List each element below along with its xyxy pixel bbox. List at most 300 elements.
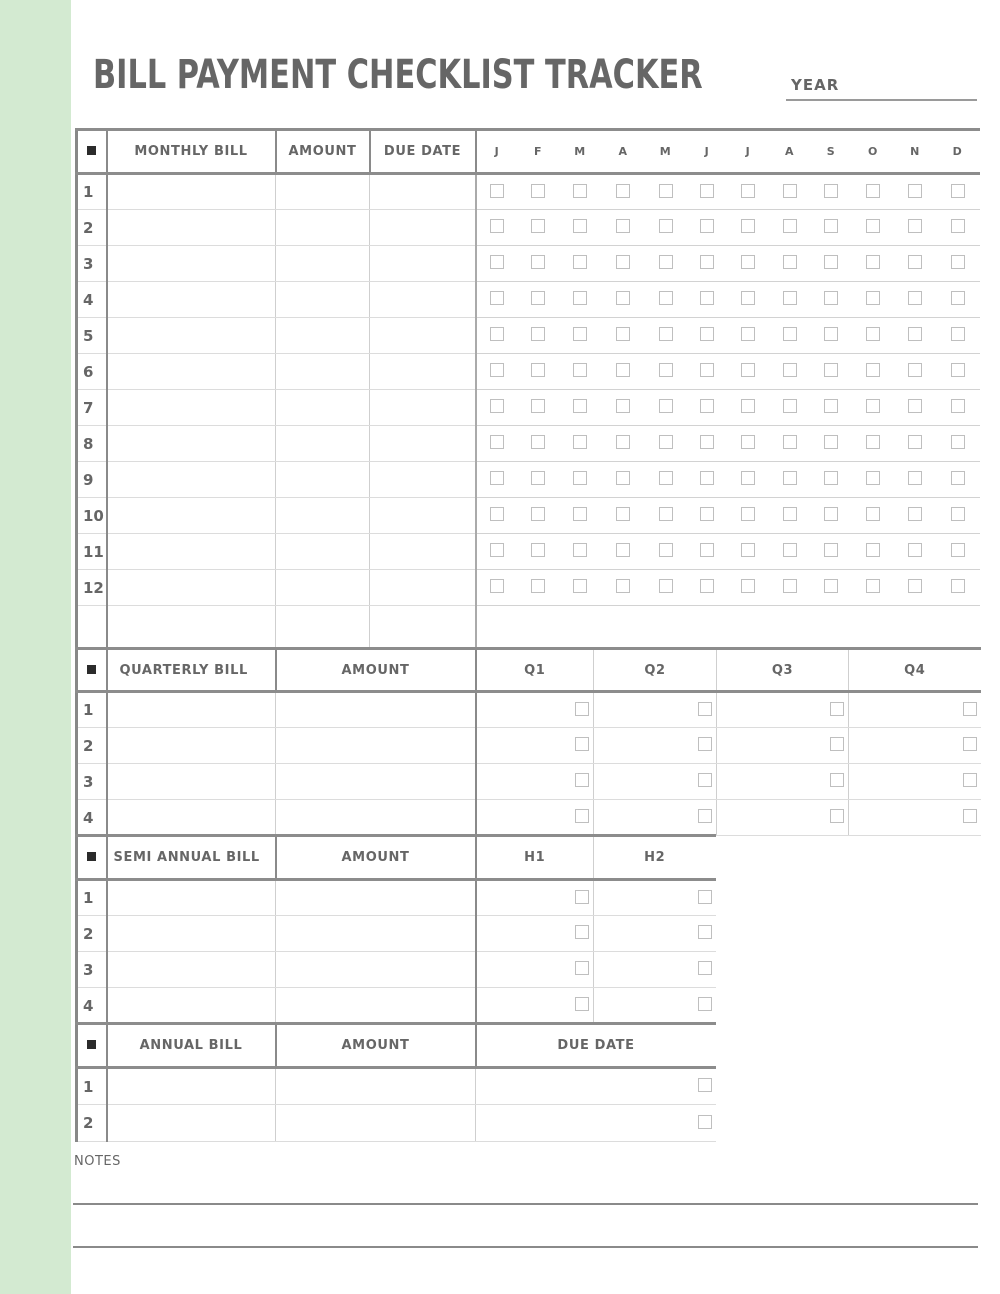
- checkbox[interactable]: [908, 184, 922, 198]
- due-date-cell[interactable]: [370, 462, 476, 498]
- checkbox[interactable]: [783, 291, 797, 305]
- checkbox[interactable]: [573, 327, 587, 341]
- due-date-cell[interactable]: [476, 1068, 716, 1105]
- amount-cell[interactable]: [276, 570, 370, 606]
- checkbox[interactable]: [575, 997, 589, 1011]
- month-check-cell: [559, 282, 602, 318]
- month-check-cell: [476, 462, 518, 498]
- due-date-cell[interactable]: [370, 570, 476, 606]
- month-check-cell: [476, 570, 518, 606]
- square-bullet-icon: [87, 852, 96, 861]
- month-check-cell: [769, 390, 811, 426]
- checkbox[interactable]: [824, 219, 838, 233]
- checkbox[interactable]: [531, 291, 545, 305]
- due-date-cell[interactable]: [370, 498, 476, 534]
- checkbox[interactable]: [616, 291, 630, 305]
- month-check-cell: [518, 534, 559, 570]
- checkbox[interactable]: [490, 291, 504, 305]
- checkbox[interactable]: [490, 471, 504, 485]
- amount-cell[interactable]: [276, 498, 370, 534]
- header-q4: Q4: [849, 649, 981, 692]
- checkbox[interactable]: [490, 435, 504, 449]
- due-date-cell[interactable]: [370, 354, 476, 390]
- due-date-cell[interactable]: [370, 318, 476, 354]
- monthly-bill-cell[interactable]: [107, 534, 276, 570]
- checkbox[interactable]: [573, 579, 587, 593]
- checkbox[interactable]: [783, 184, 797, 198]
- checkbox[interactable]: [700, 543, 714, 557]
- checkbox[interactable]: [575, 961, 589, 975]
- month-check-cell: [559, 246, 602, 282]
- month-check-cell: [602, 390, 645, 426]
- amount-cell[interactable]: [276, 390, 370, 426]
- checkbox[interactable]: [951, 435, 965, 449]
- month-check-cell: [687, 354, 728, 390]
- checkbox[interactable]: [531, 255, 545, 269]
- checkbox[interactable]: [741, 219, 755, 233]
- header-marker: [77, 130, 107, 174]
- checkbox[interactable]: [783, 579, 797, 593]
- checkbox[interactable]: [659, 435, 673, 449]
- checkbox[interactable]: [700, 291, 714, 305]
- checkbox[interactable]: [616, 363, 630, 377]
- checkbox[interactable]: [908, 543, 922, 557]
- checkbox[interactable]: [824, 543, 838, 557]
- bill-name-cell[interactable]: [107, 916, 276, 952]
- bill-name-cell[interactable]: [107, 800, 276, 836]
- month-check-cell: [687, 570, 728, 606]
- amount-cell[interactable]: [276, 1105, 476, 1142]
- checkbox[interactable]: [741, 363, 755, 377]
- checkbox[interactable]: [866, 543, 880, 557]
- checkbox[interactable]: [783, 435, 797, 449]
- checkbox[interactable]: [824, 435, 838, 449]
- due-date-cell[interactable]: [370, 390, 476, 426]
- checkbox[interactable]: [866, 435, 880, 449]
- bill-name-cell[interactable]: [107, 764, 276, 800]
- checkbox[interactable]: [824, 363, 838, 377]
- month-check-cell: [602, 354, 645, 390]
- checkbox[interactable]: [783, 363, 797, 377]
- checkbox[interactable]: [741, 435, 755, 449]
- checkbox[interactable]: [531, 507, 545, 521]
- bill-name-cell[interactable]: [107, 880, 276, 916]
- checkbox[interactable]: [866, 579, 880, 593]
- checkbox[interactable]: [531, 579, 545, 593]
- checkbox[interactable]: [700, 219, 714, 233]
- checkbox[interactable]: [783, 327, 797, 341]
- checkbox[interactable]: [531, 543, 545, 557]
- checkbox[interactable]: [698, 997, 712, 1011]
- year-input-line[interactable]: [786, 99, 977, 101]
- checkbox[interactable]: [951, 579, 965, 593]
- checkbox[interactable]: [490, 255, 504, 269]
- amount-cell[interactable]: [276, 764, 476, 800]
- table-row: [77, 354, 980, 390]
- month-check-cell: [769, 210, 811, 246]
- checkbox[interactable]: [575, 809, 589, 823]
- checkbox[interactable]: [575, 925, 589, 939]
- annual-bill-cell[interactable]: [107, 1105, 276, 1142]
- checkbox[interactable]: [866, 219, 880, 233]
- checkbox[interactable]: [783, 255, 797, 269]
- monthly-bill-cell[interactable]: [107, 318, 276, 354]
- due-date-cell[interactable]: [370, 210, 476, 246]
- checkbox[interactable]: [741, 543, 755, 557]
- checkbox[interactable]: [908, 327, 922, 341]
- checkbox[interactable]: [951, 507, 965, 521]
- checkbox[interactable]: [824, 184, 838, 198]
- due-date-cell[interactable]: [370, 534, 476, 570]
- checkbox[interactable]: [698, 890, 712, 904]
- checkbox[interactable]: [573, 471, 587, 485]
- checkbox[interactable]: [659, 255, 673, 269]
- amount-cell[interactable]: [276, 246, 370, 282]
- monthly-bill-cell[interactable]: [107, 426, 276, 462]
- checkbox[interactable]: [866, 399, 880, 413]
- monthly-bill-cell[interactable]: [107, 354, 276, 390]
- checkbox[interactable]: [698, 1115, 712, 1129]
- checkbox[interactable]: [531, 327, 545, 341]
- checkbox[interactable]: [616, 327, 630, 341]
- month-check-cell: [895, 498, 936, 534]
- checkbox[interactable]: [783, 471, 797, 485]
- checkbox[interactable]: [659, 543, 673, 557]
- checkbox[interactable]: [700, 184, 714, 198]
- checkbox[interactable]: [908, 363, 922, 377]
- checkbox[interactable]: [616, 471, 630, 485]
- checkbox[interactable]: [531, 184, 545, 198]
- monthly-bill-cell[interactable]: [107, 570, 276, 606]
- month-check-cell: [852, 498, 895, 534]
- month-check-cell: [811, 462, 852, 498]
- checkbox[interactable]: [616, 184, 630, 198]
- checkbox[interactable]: [963, 809, 977, 823]
- due-date-cell[interactable]: [370, 606, 476, 649]
- checkbox[interactable]: [908, 507, 922, 521]
- checkbox[interactable]: [866, 327, 880, 341]
- amount-cell[interactable]: [276, 880, 476, 916]
- bill-name-cell[interactable]: [107, 692, 276, 728]
- checkbox[interactable]: [951, 219, 965, 233]
- due-date-cell[interactable]: [370, 282, 476, 318]
- checkbox[interactable]: [700, 327, 714, 341]
- checkbox[interactable]: [573, 399, 587, 413]
- month-check-cell: [728, 210, 769, 246]
- checkbox[interactable]: [700, 471, 714, 485]
- month-check-cell: [687, 246, 728, 282]
- checkbox[interactable]: [951, 399, 965, 413]
- table-row: [77, 1105, 716, 1142]
- checkbox[interactable]: [783, 507, 797, 521]
- amount-cell[interactable]: [276, 426, 370, 462]
- checkbox[interactable]: [830, 773, 844, 787]
- month-check-cell: [645, 282, 687, 318]
- period-check-cell: [476, 764, 594, 800]
- checkbox[interactable]: [700, 435, 714, 449]
- square-bullet-icon: [87, 1040, 96, 1049]
- amount-cell[interactable]: [276, 210, 370, 246]
- monthly-bill-cell[interactable]: [107, 498, 276, 534]
- checkbox[interactable]: [741, 579, 755, 593]
- checkbox[interactable]: [575, 737, 589, 751]
- amount-cell[interactable]: [276, 800, 476, 836]
- monthly-bill-table: [75, 128, 980, 649]
- amount-cell[interactable]: [276, 534, 370, 570]
- checkbox[interactable]: [741, 507, 755, 521]
- checkbox[interactable]: [866, 507, 880, 521]
- month-check-cell: [476, 174, 518, 210]
- amount-cell[interactable]: [276, 952, 476, 988]
- checkbox[interactable]: [531, 435, 545, 449]
- period-check-cell: [717, 764, 849, 800]
- checkbox[interactable]: [700, 579, 714, 593]
- amount-cell[interactable]: [276, 318, 370, 354]
- checkbox[interactable]: [573, 184, 587, 198]
- checkbox[interactable]: [531, 471, 545, 485]
- month-check-cell: [645, 318, 687, 354]
- month-check-cell: [476, 534, 518, 570]
- checkbox[interactable]: [741, 471, 755, 485]
- month-check-cell: [811, 354, 852, 390]
- checkbox[interactable]: [700, 399, 714, 413]
- monthly-bill-cell[interactable]: [107, 282, 276, 318]
- checkbox[interactable]: [490, 327, 504, 341]
- checkbox[interactable]: [698, 737, 712, 751]
- monthly-bill-cell[interactable]: [107, 390, 276, 426]
- checkbox[interactable]: [824, 255, 838, 269]
- checkbox[interactable]: [908, 219, 922, 233]
- amount-cell[interactable]: [276, 1068, 476, 1105]
- amount-cell[interactable]: [276, 462, 370, 498]
- month-check-cell: [602, 318, 645, 354]
- month-check-cell: [518, 426, 559, 462]
- square-bullet-icon: [87, 665, 96, 674]
- page-title: BILL PAYMENT CHECKLIST TRACKER: [93, 52, 703, 98]
- checkbox[interactable]: [698, 961, 712, 975]
- checkbox[interactable]: [659, 327, 673, 341]
- checkbox[interactable]: [830, 809, 844, 823]
- checkbox[interactable]: [573, 363, 587, 377]
- checkbox[interactable]: [531, 219, 545, 233]
- checkbox[interactable]: [531, 363, 545, 377]
- checkbox[interactable]: [659, 184, 673, 198]
- checkbox[interactable]: [741, 255, 755, 269]
- checkbox[interactable]: [824, 471, 838, 485]
- checkbox[interactable]: [783, 399, 797, 413]
- month-check-cell: [728, 498, 769, 534]
- checkbox[interactable]: [963, 737, 977, 751]
- checkbox[interactable]: [531, 399, 545, 413]
- checkbox[interactable]: [824, 399, 838, 413]
- checkbox[interactable]: [616, 543, 630, 557]
- checkbox[interactable]: [866, 363, 880, 377]
- amount-cell[interactable]: [276, 692, 476, 728]
- checkbox[interactable]: [741, 291, 755, 305]
- checkbox[interactable]: [908, 255, 922, 269]
- due-date-cell[interactable]: [370, 174, 476, 210]
- row-number: 6: [77, 354, 107, 390]
- notes-line[interactable]: [73, 1246, 978, 1248]
- month-check-cell: [687, 426, 728, 462]
- checkbox[interactable]: [573, 219, 587, 233]
- checkbox[interactable]: [866, 471, 880, 485]
- checkbox[interactable]: [908, 435, 922, 449]
- checkbox[interactable]: [575, 773, 589, 787]
- header-semi-annual-bill: SEMI ANNUAL BILL: [107, 836, 276, 880]
- bill-name-cell[interactable]: [107, 988, 276, 1024]
- month-check-cell: [811, 570, 852, 606]
- month-check-cell: [895, 282, 936, 318]
- checkbox[interactable]: [659, 363, 673, 377]
- header-amount: AMOUNT: [276, 1024, 476, 1068]
- checkbox[interactable]: [824, 507, 838, 521]
- semi-annual-bill-table: [75, 834, 716, 1024]
- checkbox[interactable]: [783, 219, 797, 233]
- row-number: 7: [77, 390, 107, 426]
- checkbox[interactable]: [490, 507, 504, 521]
- checkbox[interactable]: [490, 579, 504, 593]
- amount-cell[interactable]: [276, 282, 370, 318]
- amount-cell[interactable]: [276, 606, 370, 649]
- header-amount: AMOUNT: [276, 130, 370, 174]
- month-check-cell: [518, 570, 559, 606]
- due-date-cell[interactable]: [370, 246, 476, 282]
- month-check-cell: [518, 462, 559, 498]
- checkbox[interactable]: [698, 702, 712, 716]
- month-check-cell: [559, 354, 602, 390]
- checkbox[interactable]: [908, 471, 922, 485]
- checkbox[interactable]: [616, 255, 630, 269]
- month-check-cell: [936, 282, 980, 318]
- bill-name-cell[interactable]: [107, 728, 276, 764]
- checkbox[interactable]: [616, 579, 630, 593]
- checkbox[interactable]: [490, 399, 504, 413]
- checkbox[interactable]: [573, 291, 587, 305]
- checkbox[interactable]: [741, 399, 755, 413]
- checkbox[interactable]: [951, 327, 965, 341]
- checkbox[interactable]: [963, 702, 977, 716]
- checkbox[interactable]: [951, 255, 965, 269]
- monthly-bill-cell[interactable]: [107, 210, 276, 246]
- checkbox[interactable]: [573, 543, 587, 557]
- month-check-cell: [728, 174, 769, 210]
- checkbox[interactable]: [616, 507, 630, 521]
- month-check-cell: [728, 282, 769, 318]
- month-header: J: [728, 130, 769, 174]
- checkbox[interactable]: [783, 543, 797, 557]
- checkbox[interactable]: [866, 184, 880, 198]
- checkbox[interactable]: [741, 184, 755, 198]
- monthly-bill-cell[interactable]: [107, 246, 276, 282]
- checkbox[interactable]: [866, 255, 880, 269]
- annual-bill-cell[interactable]: [107, 1068, 276, 1105]
- month-check-cell: [687, 534, 728, 570]
- checkbox[interactable]: [659, 507, 673, 521]
- checkbox[interactable]: [575, 702, 589, 716]
- checkbox[interactable]: [573, 255, 587, 269]
- checkbox[interactable]: [963, 773, 977, 787]
- month-check-cell: [476, 282, 518, 318]
- checkbox[interactable]: [490, 184, 504, 198]
- checkbox[interactable]: [700, 255, 714, 269]
- month-check-cell: [476, 390, 518, 426]
- monthly-bill-cell[interactable]: [107, 462, 276, 498]
- amount-cell[interactable]: [276, 174, 370, 210]
- bill-name-cell[interactable]: [107, 952, 276, 988]
- checkbox[interactable]: [951, 471, 965, 485]
- month-check-cell: [645, 210, 687, 246]
- checkbox[interactable]: [698, 809, 712, 823]
- checkbox[interactable]: [616, 219, 630, 233]
- checkbox[interactable]: [490, 219, 504, 233]
- notes-line[interactable]: [73, 1203, 978, 1205]
- period-check-cell: [476, 728, 594, 764]
- checkbox[interactable]: [951, 363, 965, 377]
- checkbox[interactable]: [616, 435, 630, 449]
- checkbox[interactable]: [616, 399, 630, 413]
- checkbox[interactable]: [575, 890, 589, 904]
- checkbox[interactable]: [824, 327, 838, 341]
- checkbox[interactable]: [490, 363, 504, 377]
- month-check-cell: [811, 210, 852, 246]
- amount-cell[interactable]: [276, 916, 476, 952]
- checkbox[interactable]: [908, 291, 922, 305]
- checkbox[interactable]: [490, 543, 504, 557]
- amount-cell[interactable]: [276, 728, 476, 764]
- period-check-cell: [717, 800, 849, 836]
- checkbox[interactable]: [824, 291, 838, 305]
- checkbox[interactable]: [830, 702, 844, 716]
- checkbox[interactable]: [659, 471, 673, 485]
- checkbox[interactable]: [741, 327, 755, 341]
- checkbox[interactable]: [698, 1078, 712, 1092]
- checkbox[interactable]: [951, 184, 965, 198]
- due-date-cell[interactable]: [476, 1105, 716, 1142]
- checkbox[interactable]: [573, 507, 587, 521]
- checkbox[interactable]: [830, 737, 844, 751]
- checkbox[interactable]: [700, 363, 714, 377]
- month-check-cell: [476, 426, 518, 462]
- month-check-cell: [518, 354, 559, 390]
- monthly-bill-cell[interactable]: [107, 606, 276, 649]
- checkbox[interactable]: [698, 925, 712, 939]
- month-check-cell: [559, 210, 602, 246]
- table-row: [77, 426, 980, 462]
- checkbox[interactable]: [824, 579, 838, 593]
- checkbox[interactable]: [908, 399, 922, 413]
- header-q3: Q3: [717, 649, 849, 692]
- checkbox[interactable]: [700, 507, 714, 521]
- checkbox[interactable]: [573, 435, 587, 449]
- row-number: 5: [77, 318, 107, 354]
- checkbox[interactable]: [951, 291, 965, 305]
- monthly-bill-cell[interactable]: [107, 174, 276, 210]
- amount-cell[interactable]: [276, 354, 370, 390]
- month-check-cell: [687, 498, 728, 534]
- checkbox[interactable]: [659, 291, 673, 305]
- due-date-cell[interactable]: [370, 426, 476, 462]
- checkbox[interactable]: [659, 399, 673, 413]
- amount-cell[interactable]: [276, 988, 476, 1024]
- checkbox[interactable]: [951, 543, 965, 557]
- checkbox[interactable]: [698, 773, 712, 787]
- checkbox[interactable]: [659, 219, 673, 233]
- checkbox[interactable]: [908, 579, 922, 593]
- checkbox[interactable]: [659, 579, 673, 593]
- checkbox[interactable]: [866, 291, 880, 305]
- row-number: 12: [77, 570, 107, 606]
